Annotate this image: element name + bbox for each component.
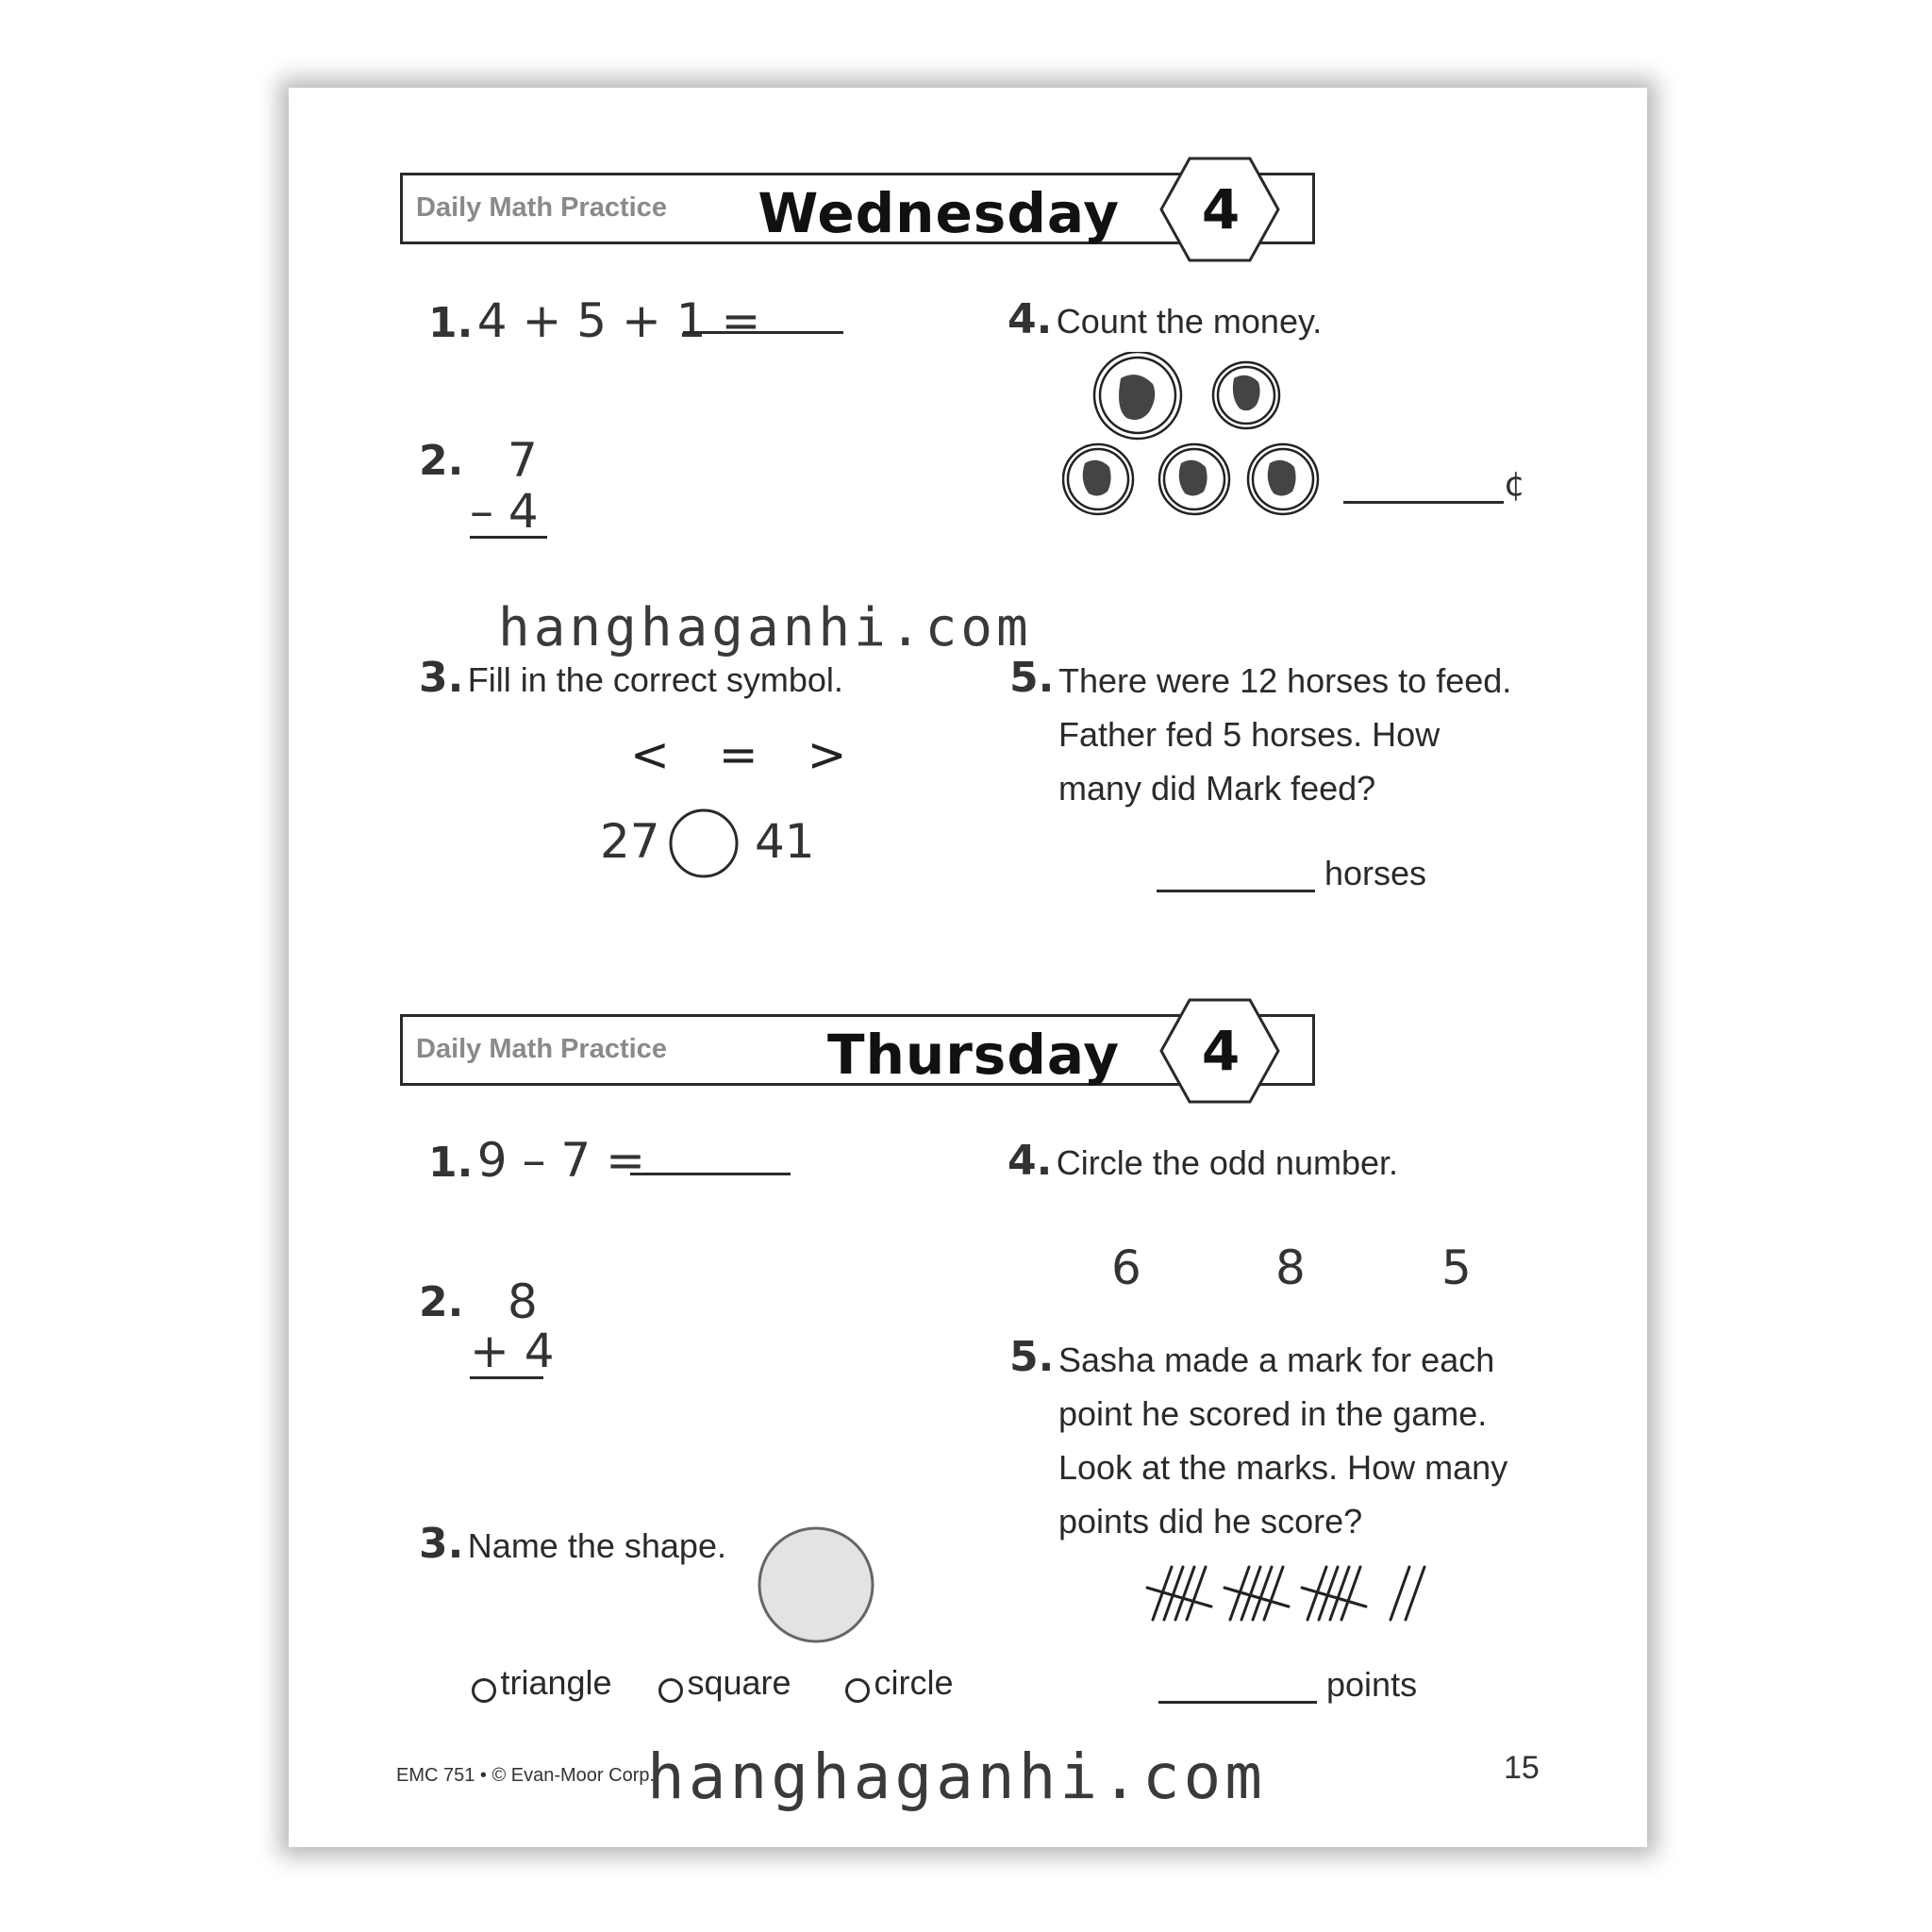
option-label: square [687, 1663, 791, 1702]
thu-question-5-number: 5. [1009, 1333, 1055, 1381]
question-expression: 9 – 7 = [476, 1133, 645, 1188]
option-label: triangle [500, 1663, 612, 1702]
banner-week-number: 4 [1201, 1019, 1241, 1083]
shape-option-triangle[interactable] [472, 1663, 612, 1703]
shape-option-square[interactable] [658, 1663, 791, 1703]
money-answer-blank[interactable] [1343, 501, 1504, 504]
watermark-text: hanghaganhi.com [647, 1740, 1267, 1813]
compare-left-number: 27 [600, 814, 660, 869]
odd-number-option[interactable]: 8 [1275, 1241, 1306, 1295]
wed-q2-bottom: – 4 [470, 484, 539, 539]
banner-brand: Daily Math Practice [416, 1034, 667, 1064]
question-line: points did he score? [1058, 1502, 1363, 1541]
wed-question-2-number: 2. [419, 437, 464, 485]
question-line: Father fed 5 horses. How [1058, 715, 1441, 754]
wed-question-3 [419, 654, 843, 702]
banner-brand: Daily Math Practice [416, 192, 667, 223]
wed-question-4 [1008, 295, 1322, 343]
radio-icon[interactable] [472, 1678, 496, 1703]
odd-number-option[interactable]: 6 [1111, 1241, 1141, 1295]
question-number: 4. [1008, 295, 1053, 343]
banner-week-number: 4 [1201, 177, 1241, 242]
tally-marks-icon [1143, 1559, 1455, 1624]
answer-unit: points [1326, 1665, 1418, 1704]
thursday-banner [400, 1014, 1315, 1086]
banner-day: Wednesday [758, 181, 1120, 245]
worksheet-page [289, 88, 1647, 1847]
circle-shape-icon [757, 1525, 875, 1644]
question-text: Count the money. [1056, 302, 1323, 341]
wed-q2-answer-line [470, 536, 547, 539]
horses-answer-blank[interactable] [1157, 890, 1315, 892]
points-answer-blank[interactable] [1158, 1701, 1317, 1704]
thu-q2-bottom: + 4 [470, 1324, 555, 1378]
question-line: Sasha made a mark for each [1058, 1341, 1495, 1379]
thu-q2-top: 8 [508, 1274, 538, 1329]
shape-option-circle[interactable] [845, 1663, 953, 1703]
thu-q2-answer-line [470, 1376, 543, 1379]
banner-day: Thursday [827, 1023, 1120, 1087]
question-number: 4. [1008, 1137, 1053, 1185]
option-label: circle [874, 1663, 954, 1702]
question-text: Circle the odd number. [1056, 1143, 1398, 1182]
thu-question-1 [428, 1133, 645, 1188]
compare-circle[interactable] [668, 808, 740, 879]
answer-unit: horses [1324, 854, 1427, 892]
cents-symbol: ¢ [1504, 465, 1525, 504]
thu-question-2-number: 2. [419, 1278, 464, 1326]
question-line: point he scored in the game. [1058, 1394, 1488, 1433]
thu-question-3 [419, 1520, 726, 1568]
question-text: Fill in the correct symbol. [467, 660, 843, 699]
question-line: Look at the marks. How many [1058, 1448, 1508, 1487]
question-number: 3. [419, 654, 464, 702]
question-expression: 4 + 5 + 1 = [476, 293, 761, 348]
compare-right-number: 41 [755, 814, 815, 869]
radio-icon[interactable] [845, 1678, 870, 1703]
question-number: 1. [428, 299, 474, 347]
symbol-choices: < = > [630, 727, 864, 782]
radio-icon[interactable] [658, 1678, 683, 1703]
page-number: 15 [1504, 1750, 1540, 1786]
wed-q2-top: 7 [508, 433, 538, 488]
wed-question-1 [428, 293, 760, 348]
watermark-text: hanghaganhi.com [498, 597, 1032, 658]
question-text: Name the shape. [467, 1526, 726, 1565]
odd-number-option[interactable]: 5 [1441, 1241, 1472, 1295]
coins-icon [1062, 352, 1345, 522]
answer-blank[interactable] [683, 331, 843, 334]
question-number: 1. [428, 1139, 474, 1187]
wednesday-banner [400, 173, 1315, 244]
footer-copyright: EMC 751 • © Evan-Moor Corp. [396, 1765, 656, 1786]
question-line: There were 12 horses to feed. [1058, 661, 1512, 700]
question-line: many did Mark feed? [1058, 769, 1376, 808]
question-number: 3. [419, 1520, 464, 1568]
answer-blank[interactable] [630, 1173, 791, 1175]
thu-question-4 [1008, 1137, 1398, 1185]
wed-question-5-number: 5. [1009, 654, 1055, 702]
